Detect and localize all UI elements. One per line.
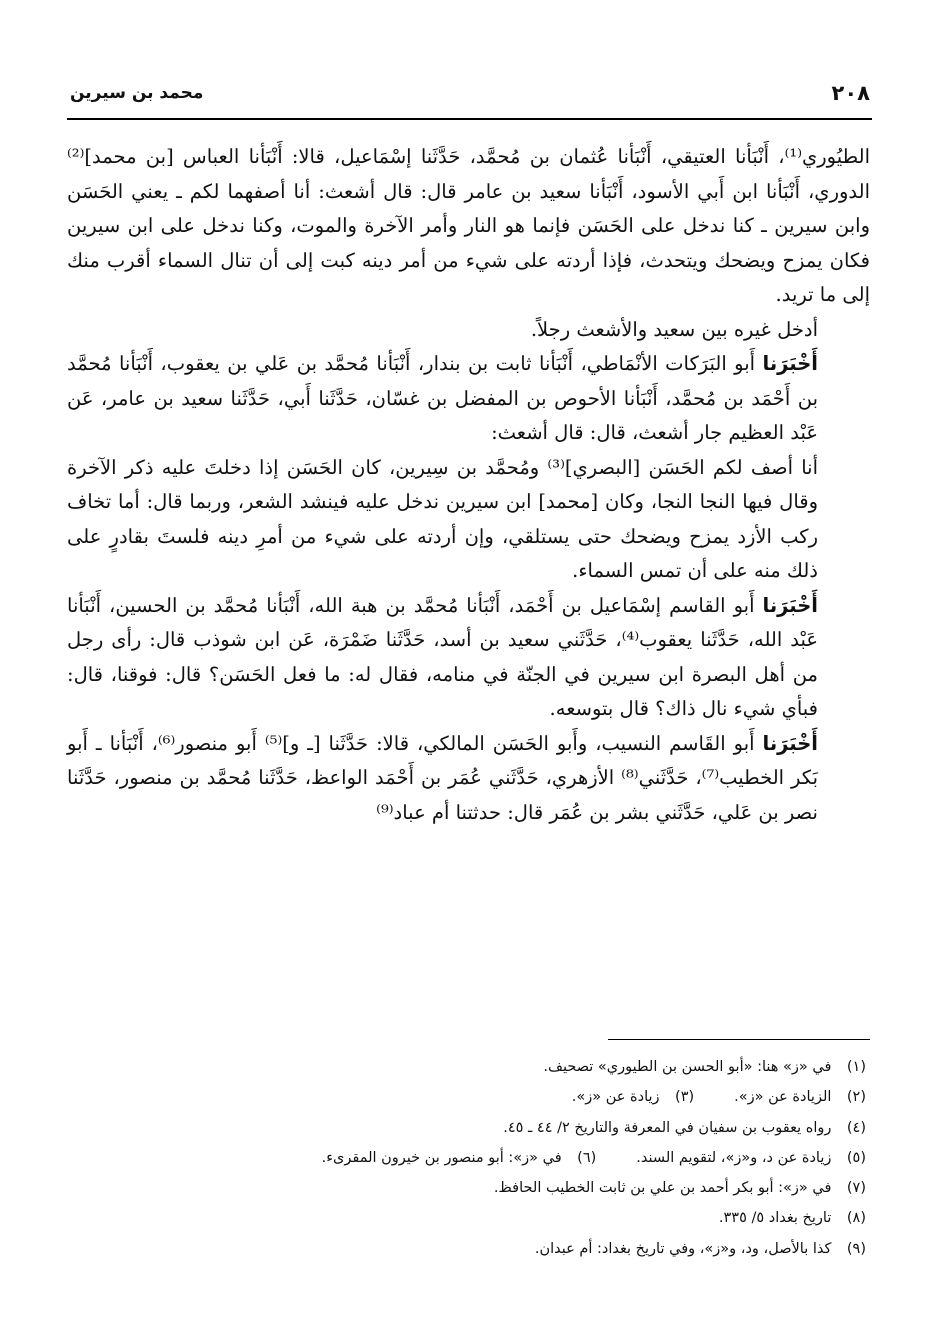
footnote-number: (٤) bbox=[846, 1119, 866, 1136]
footnote-1 bbox=[67, 1052, 866, 1082]
footnote-text: تاريخ بغداد ٥/ ٣٣٥. bbox=[718, 1210, 832, 1227]
paragraph-5 bbox=[67, 589, 870, 727]
footnote-item bbox=[734, 1082, 866, 1112]
footnote-5-6 bbox=[67, 1143, 866, 1173]
footnote-number: (٧) bbox=[846, 1180, 866, 1197]
footnote-item bbox=[494, 1173, 866, 1203]
footnote-item bbox=[535, 1234, 866, 1264]
footnote-item bbox=[322, 1143, 597, 1173]
footnote-text: الزيادة عن «ز». bbox=[734, 1089, 832, 1106]
footnote-text: في «ز» هنا: «أبو الحسن بن الطيوري» تصحيف. bbox=[543, 1059, 832, 1075]
footnote-number: (١) bbox=[846, 1059, 866, 1075]
footnote-number: (٩) bbox=[846, 1240, 866, 1257]
paragraph-1: الطيُوري⁽¹⁾، أَنْبَأنا العتيقي، أَنْبَأنا عُثمان بن مُحمَّد، حَدَّثَنا إسْمَاعيل، قالا: أَنْبَأنا العباس [بن محمد]⁽²⁾ الدوري، أَنْبَأنا ابن أَبي الأسود، أَنْبَأنا سعيد بن عامر قال: قال أشعث: أنا أصفهما لكم ـ يعني الحَسَن وابن سيرين ـ كنا ندخل على الحَسَن فإنما هو النار وأمر الآخرة والموت، وكنا ندخل على ابن سيرين فكان يمزح ويضحك ويتحدث، فإذا أردته على شيء من أمر دينه كبت إلى أن تنال السماء أقرب منك إلى ما تريد. bbox=[67, 145, 870, 306]
footnote-text: في «ز»: أبو بكر أحمد بن علي بن ثابت الخطيب الحافظ. bbox=[493, 1180, 832, 1197]
footnote-item bbox=[503, 1113, 866, 1143]
paragraph-6-keyword: أَخْبَرَنا bbox=[762, 731, 818, 755]
footnote-2-3 bbox=[67, 1082, 866, 1112]
footnote-text: رواه يعقوب بن سفيان في المعرفة والتاريخ ٢/ ٤٤ ـ ٤٥. bbox=[503, 1119, 832, 1136]
footnote-item bbox=[719, 1203, 866, 1233]
footnote-item bbox=[572, 1082, 694, 1112]
main-text bbox=[67, 140, 870, 830]
footnote-text: في «ز»: أبو منصور بن خيرون المقرىء. bbox=[321, 1149, 562, 1166]
footnote-text: كذا بالأصل، ود، و«ز»، وفي تاريخ بغداد: أم عبدان. bbox=[534, 1240, 832, 1257]
paragraph-6-text: أَبو القَاسم النسيب، وأَبو الحَسَن المالكي، قالا: حَدَّثَنا [ـ و]⁽⁵⁾ أَبو منصور⁽⁶⁾، أَنْبَأنا ـ أَبو بَكر الخطيب⁽⁷⁾، حَدَّثَني⁽⁸⁾ الأزهري، حَدَّثَني عُمَر بن أَحْمَد الواعظ، حَدَّثَنا مُحمَّد بن منصور، حَدَّثَنا نصر بن عَلي، حَدَّثَني بشر بن عُمَر قال: حدثتنا أم عباد⁽⁹⁾ bbox=[67, 731, 818, 824]
footnote-text: زيادة عن د، و«ز»، لتقويم السند. bbox=[636, 1149, 832, 1166]
footnote-rule bbox=[608, 1039, 870, 1040]
paragraph-3-keyword: أَخْبَرَنا bbox=[762, 352, 818, 375]
footnote-number: (٣) bbox=[675, 1089, 695, 1106]
footnotes bbox=[67, 1052, 866, 1264]
paragraph-6 bbox=[67, 727, 870, 831]
running-title: محمد بن سيرين bbox=[70, 83, 204, 103]
footnote-number: (٦) bbox=[577, 1149, 597, 1166]
paragraph-2: أدخل غيره بين سعيد والأشعث رجلاً. bbox=[530, 317, 818, 341]
footnote-number: (٢) bbox=[846, 1089, 866, 1106]
paragraph-4: أنا أصف لكم الحَسَن [البصري]⁽³⁾ ومُحمَّد بن سِيرين، كان الحَسَن إذا دخلتَ عليه ذكر الآخرة وقال فيها النجا النجا، وكان [محمد] ابن سيرين ندخل عليه فينشد الشعر، وربما قال: أما تخاف ركب الأزد يمزح ويضحك حتى يستلقي، وإن أردته على شيء من أمرِ دينه فلستَ بقادرٍ على ذلك منه على أن تمس السماء. bbox=[67, 455, 819, 582]
footnote-item bbox=[543, 1052, 866, 1082]
page-header bbox=[70, 78, 870, 108]
footnote-8 bbox=[67, 1203, 866, 1233]
footnote-item bbox=[636, 1143, 866, 1173]
footnote-number: (٥) bbox=[846, 1149, 866, 1166]
paragraph-5-keyword: أَخْبَرَنا bbox=[762, 593, 818, 617]
paragraph-3-text: أَبو البَرَكات الأنْمَاطي، أَنْبَأنا ثابت بن بندار، أَنْبَأنا مُحمَّد بن عَلي بن يعقوب، أَنْبَأنا مُحمَّد بن أَحْمَد بن مُحمَّد، أَنْبَأنا الأحوص بن المفضل بن غسّان، حَدَّثَنا أَبي، حَدَّثَنا سعيد بن عامر، عَن عَبْد العظيم جار أشعث، قال: قال أشعث: bbox=[67, 352, 818, 444]
page-number: ٢٠٨ bbox=[831, 81, 870, 105]
footnote-7 bbox=[67, 1173, 866, 1203]
footnote-4 bbox=[67, 1113, 866, 1143]
header-rule bbox=[67, 118, 872, 120]
paragraph-5-text: أَبو القاسم إسْمَاعيل بن أَحْمَد، أَنْبَأنا مُحمَّد بن هبة الله، أَنْبَأنا مُحمَّد بن الحسين، أَنْبَأنا عَبْد الله، حَدَّثَنا يعقوب⁽⁴⁾، حَدَّثَني سعيد بن أسد، حَدَّثَنا ضَمْرَة، عَن ابن شوذب قال: رأى رجل من أهل البصرة ابن سيرين في الجنّة في منامه، فقال له: ما فعل الحَسَن؟ قال: فوقنا، قال: فبأي شيء نال ذاك؟ قال بتوسعه. bbox=[67, 593, 818, 720]
paragraph-3 bbox=[67, 347, 870, 451]
footnote-number: (٨) bbox=[846, 1210, 866, 1227]
footnote-text: زيادة عن «ز». bbox=[571, 1089, 660, 1106]
footnote-9 bbox=[67, 1234, 866, 1264]
